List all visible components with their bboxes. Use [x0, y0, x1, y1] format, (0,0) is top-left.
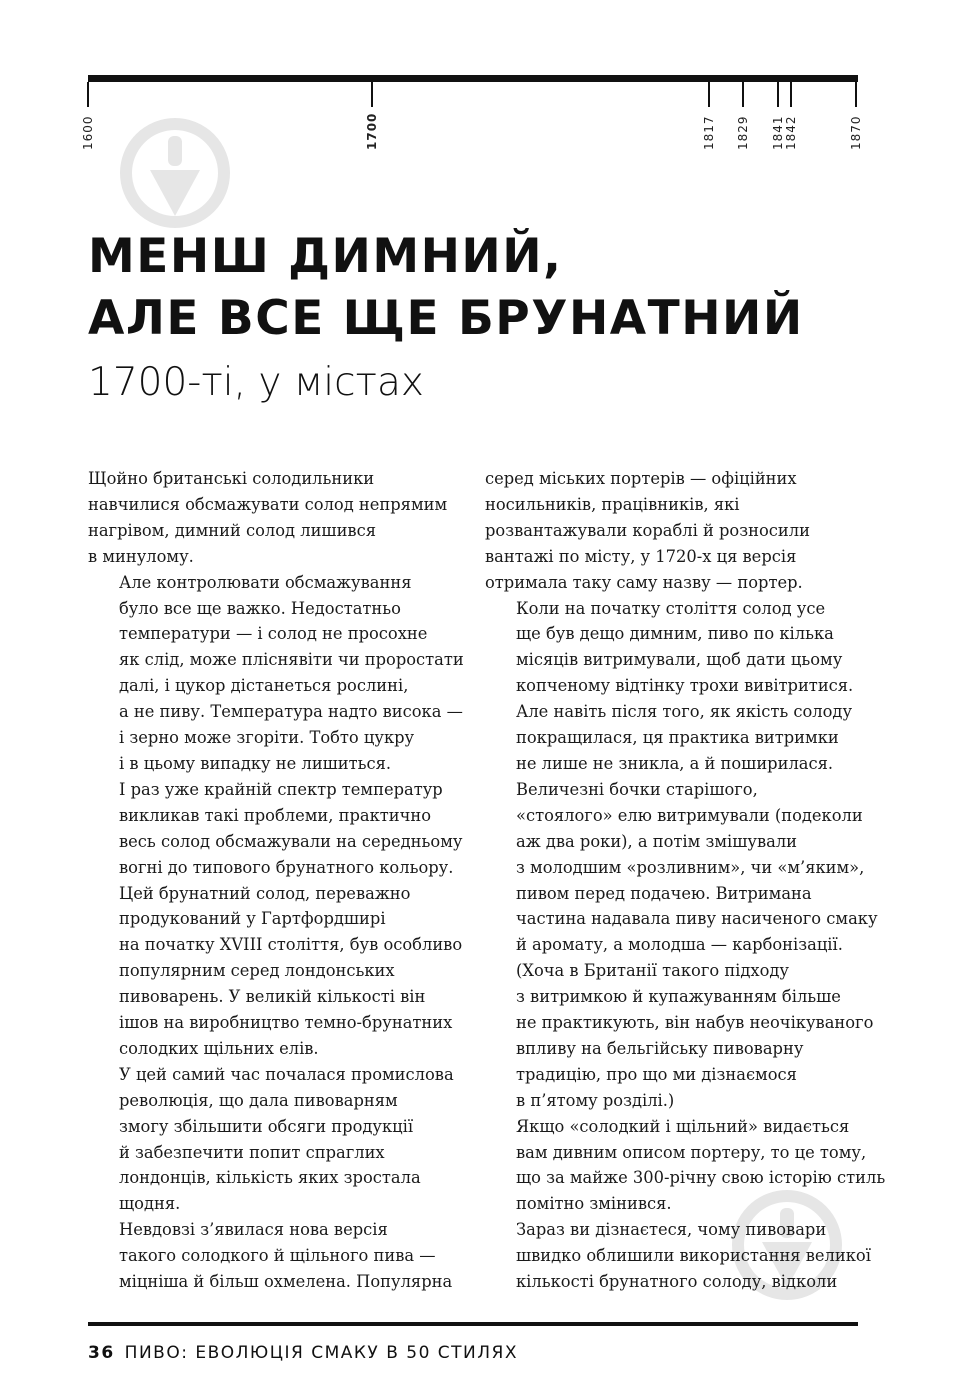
text-line: пивом перед подачею. Витримана	[516, 883, 812, 903]
text-line: температури — і солод не просохне	[119, 624, 428, 644]
text-line: такого солодкого й щільного пива —	[119, 1246, 436, 1266]
watermark-logo-top	[120, 118, 230, 228]
text-line: Якщо «солодкий і щільний» видається	[516, 1116, 850, 1136]
chapter-title-line-2: АЛЕ ВСЕ ЩЕ БРУНАТНИЙ	[88, 291, 804, 346]
body-paragraph	[485, 958, 874, 1113]
body-paragraph	[88, 1062, 468, 1217]
timeline-bar	[88, 75, 858, 82]
text-line: ішов на виробництво темно-брунатних	[119, 1013, 453, 1033]
timeline-year-label: 1600	[81, 115, 95, 150]
text-column-left	[88, 466, 468, 1295]
text-line: місяців витримували, щоб дати цьому	[516, 650, 843, 670]
text-line: не лише не зникла, а й поширилася.	[516, 753, 834, 773]
text-line: революція, що дала пивоварням	[119, 1090, 398, 1110]
text-line: було все ще важко. Недостатньо	[119, 598, 401, 618]
text-line: впливу на бельгійську пивоварну	[516, 1038, 804, 1058]
body-paragraph	[485, 1217, 871, 1295]
text-line: міцніша й більш охмелена. Популярна	[119, 1272, 453, 1292]
body-paragraph	[88, 777, 468, 1062]
text-line: популярним серед лондонських	[119, 961, 395, 981]
text-line: Величезні бочки старішого,	[516, 779, 758, 799]
text-line: лондонців, кількість яких зростала	[119, 1168, 421, 1188]
text-line: отримала таку саму назву — портер.	[485, 572, 803, 592]
text-line: швидко облишили використання великої	[516, 1246, 871, 1266]
watermark-pen-icon	[150, 136, 200, 216]
body-paragraph	[485, 596, 865, 777]
text-line: а не пиву. Температура надто висока —	[119, 702, 463, 722]
text-line: І раз уже крайній спектр температур	[119, 779, 443, 799]
text-line: серед міських портерів — офіційних	[485, 469, 797, 488]
text-line: нагрівом, димний солод лишився	[88, 520, 376, 540]
body-paragraph	[485, 777, 878, 958]
timeline-year-label: 1841	[771, 115, 785, 150]
text-line: Зараз ви дізнаєтеся, чому пивовари	[516, 1220, 827, 1240]
text-line: копченому відтінку трохи вивітритися.	[516, 676, 854, 696]
body-paragraph	[88, 466, 468, 570]
text-line: Але навіть після того, як якість солоду	[516, 702, 853, 722]
timeline-year-label: 1842	[784, 115, 798, 150]
text-line: Щойно британські солодильники	[88, 469, 375, 488]
body-paragraph	[485, 466, 865, 596]
text-line: в минулому.	[88, 546, 194, 566]
text-line: аж два роки), а потім змішували	[516, 831, 798, 851]
chapter-title	[88, 226, 804, 350]
text-line: ще був дещо димним, пиво по кілька	[516, 624, 834, 644]
text-line: помітно змінився.	[516, 1194, 672, 1214]
text-line: Коли на початку століття солод усе	[516, 598, 826, 618]
timeline-year-label: 1870	[849, 115, 863, 150]
text-line: щодня.	[119, 1194, 181, 1214]
text-line: солодких щільних елів.	[119, 1038, 319, 1058]
text-line: не практикують, він набув неочікуваного	[516, 1013, 874, 1033]
text-line: частина надавала пиву насиченого смаку	[516, 909, 878, 929]
text-line: Невдовзі з’явилася нова версія	[119, 1220, 388, 1240]
text-line: пивоварень. У великій кількості він	[119, 987, 426, 1007]
text-line: вантажі по місту, у 1720-х ця версія	[485, 546, 797, 566]
text-line: як слід, може пліснявіти чи проростати	[119, 650, 464, 670]
text-line: (Хоча в Британії такого підходу	[516, 961, 789, 981]
text-line: змогу збільшити обсяги продукції	[119, 1116, 414, 1136]
timeline-year-label: 1817	[702, 115, 716, 150]
text-line: і зерно може згоріти. Тобто цукру	[119, 728, 415, 748]
page-number: 36	[88, 1343, 115, 1363]
page-footer	[88, 1343, 518, 1363]
text-line: «стоялого» елю витримували (подеколи	[516, 805, 863, 825]
text-line: і в цьому випадку не лишиться.	[119, 753, 392, 773]
text-line: У цей самий час почалася промислова	[119, 1064, 454, 1084]
timeline-year-label: 1700	[365, 112, 379, 150]
chapter-subtitle: 1700-ті, у містах	[88, 360, 424, 405]
text-line: весь солод обсмажували на середньому	[119, 831, 463, 851]
text-line: носильників, працівників, які	[485, 494, 740, 514]
footer-rule	[88, 1322, 858, 1326]
running-title: ПИВО: ЕВОЛЮЦІЯ СМАКУ В 50 СТИЛЯХ	[124, 1343, 519, 1363]
text-line: традицію, про що ми дізнаємося	[516, 1064, 797, 1084]
text-line: продукований у Гартфордширі	[119, 909, 386, 929]
text-line: й забезпечити попит спраглих	[119, 1142, 385, 1162]
chapter-title-line-1: МЕНШ ДИМНИЙ,	[88, 229, 563, 284]
text-line: покращилася, ця практика витримки	[516, 728, 839, 748]
body-paragraph	[485, 1114, 886, 1218]
text-line: навчилися обсмажувати солод непрямим	[88, 494, 448, 514]
text-line: вам дивним описом портеру, то це тому,	[516, 1142, 867, 1162]
body-paragraph	[88, 570, 468, 777]
text-line: з молодшим «розливним», чи «м’яким»,	[516, 857, 865, 877]
text-line: Але контролювати обсмажування	[119, 572, 412, 592]
text-line: далі, і цукор дістанеться рослині,	[119, 676, 409, 696]
text-line: викликав такі проблеми, практично	[119, 805, 432, 825]
text-line: на початку XVIII століття, був особливо	[119, 935, 463, 955]
text-line: й аромату, а молодша — карбонізації.	[516, 935, 843, 955]
text-line: розвантажували кораблі й розносили	[485, 520, 810, 540]
text-column-right	[485, 466, 886, 1295]
text-line: вогні до типового брунатного кольору.	[119, 857, 454, 877]
text-line: кількості брунатного солоду, відколи	[516, 1272, 838, 1292]
text-line: з витримкою й купажуванням більше	[516, 987, 841, 1007]
timeline-year-label: 1829	[736, 115, 750, 150]
text-line: Цей брунатний солод, переважно	[119, 883, 411, 903]
text-line: що за майже 300-річну свою історію стиль	[516, 1168, 886, 1188]
body-paragraph	[88, 1217, 468, 1295]
text-line: в п’ятому розділі.)	[516, 1090, 675, 1110]
